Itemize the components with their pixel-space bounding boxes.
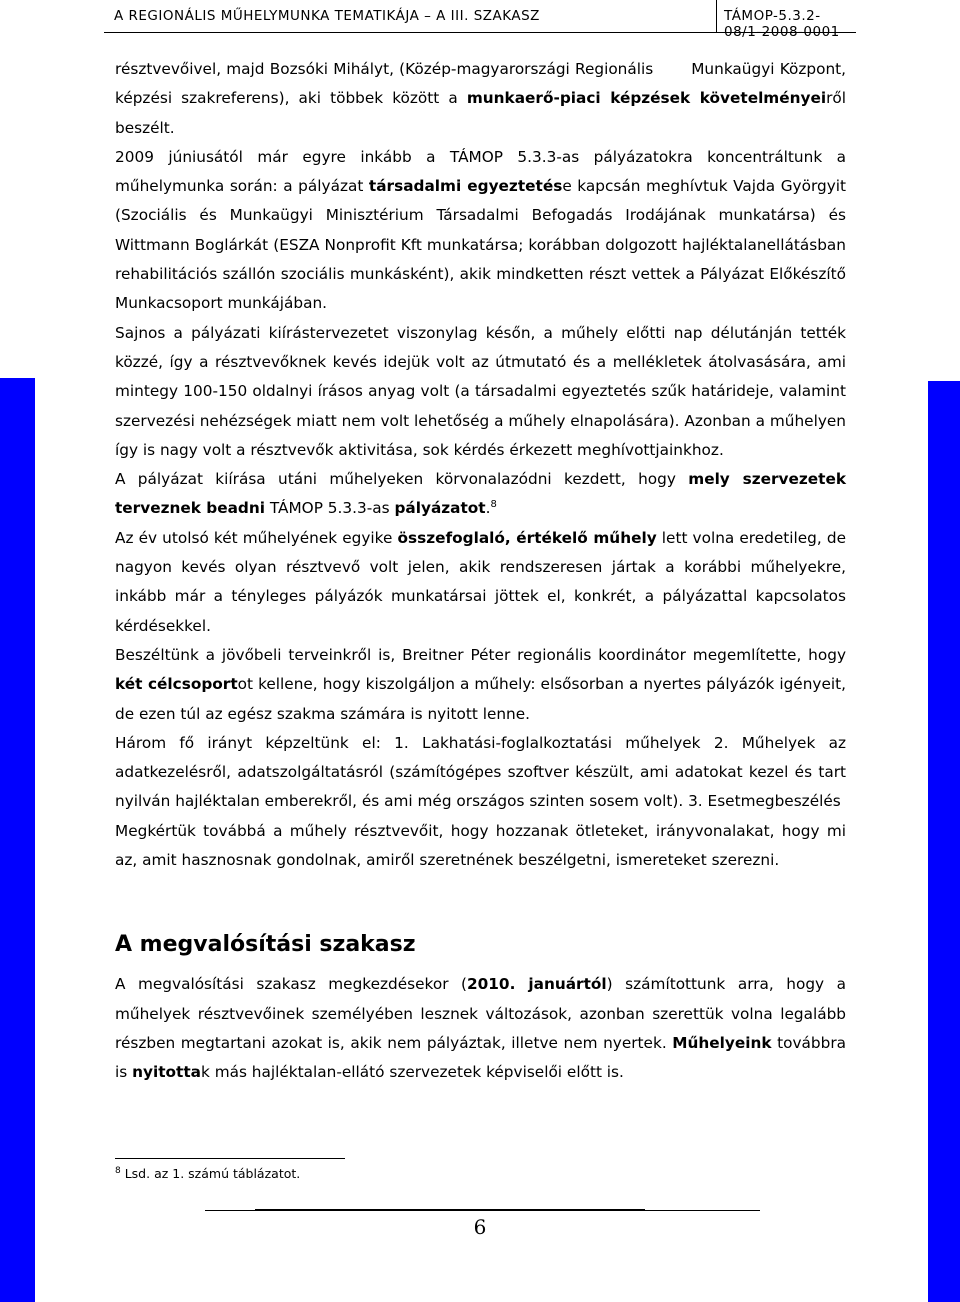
left-blue-bar xyxy=(0,378,35,1302)
right-blue-bar xyxy=(928,381,960,1302)
paragraph-1: résztvevőivel, majd Bozsóki Mihályt, (Közép-magyarországi Regionális Munkaügyi Központ, képzési szakreferens), aki többek között a munkaerő-piaci képzések követelményeiről beszélt. xyxy=(115,60,847,137)
footer-divider-thick xyxy=(255,1209,645,1211)
emphasis: nyitotta xyxy=(132,1063,201,1082)
footnote-text: Lsd. az 1. számú táblázatot. xyxy=(120,1166,301,1182)
emphasis: munkaerő-piaci képzések követelményei xyxy=(466,89,827,108)
emphasis: társadalmi egyeztetés xyxy=(368,177,563,196)
emphasis: pályázatot xyxy=(394,499,486,518)
page-number: 6 xyxy=(473,1215,487,1239)
emphasis: 2010. januártól xyxy=(467,975,607,994)
footnote xyxy=(115,1166,300,1181)
footnote-divider xyxy=(115,1158,345,1159)
emphasis: mely szervezetek terveznek beadni xyxy=(115,470,846,518)
paragraph-8: Megkértük továbbá a műhely résztvevőit, hogy hozzanak ötleteket, irányvonalakat, hogy mi az, amit hasznosnak gondolnak, amiről szeretnének beszélgetni, ismereteket szerezni. xyxy=(115,821,846,870)
section-heading: A megvalósítási szakasz xyxy=(115,932,416,958)
emphasis: összefoglaló, értékelő műhely xyxy=(397,528,657,547)
footnote-reference[interactable]: 8 xyxy=(490,499,497,511)
paragraph-5: Az év utolsó két műhelyének egyike összefoglaló, értékelő műhely lett volna eredetileg, de nagyon kevés olyan résztvevő volt jelen, akik rendszeresen jártak a korábbi műhelyekre, inkább már a tényleges pályázók munkatársai jöttek el, konkrét, a pályázattal kapcsolatos kérdésekkel. xyxy=(115,528,846,635)
paragraph-4: A pályázat kiírása utáni műhelyeken körvonalazódni kezdett, hogy mely szervezetek terveznek beadni TÁMOP 5.3.3-as pályázatot.$^8$ xyxy=(115,470,846,518)
header-divider xyxy=(716,0,717,32)
emphasis: két célcsoport xyxy=(115,675,238,694)
document-body xyxy=(115,55,846,1088)
header-title: A REGIONÁLIS MŰHELYMUNKA TEMATIKÁJA – A III. SZAKASZ xyxy=(114,8,540,24)
footnote-number: 8 xyxy=(115,1166,121,1176)
footer-divider xyxy=(205,1210,760,1211)
page-header xyxy=(104,0,856,40)
paragraph-2: 2009 júniusától már egyre inkább a TÁMOP 5.3.3-as pályázatokra koncentráltunk a műhelymunka során: a pályázat társadalmi egyeztetése kapcsán meghívtuk Vajda Györgyit (Szociális és Munkaügyi Minisztérium Társadalmi Befogadás Irodájának munkatársa) és Wittmann Boglárkát (ESZA Nonprofit Kft munkatársa; korábban dolgozott hajléktalanellátásban rehabilitációs szállón szociális munkásként), akik mindketten részt vettek a Pályázat Előkészítő Munkacsoport munkájában. xyxy=(115,147,846,313)
paragraph-7: Három fő irányt képzeltünk el: 1. Lakhatási-foglalkoztatási műhelyek 2. Műhelyek az adatkezelésről, adatszolgáltatásról (számítógépes szoftver készült, ami adatokat kezel és tart nyilván hajléktalan emberekről, és ami még országos szinten sosem volt). 3. Esetmegbeszélés xyxy=(115,733,846,811)
paragraph-3: Sajnos a pályázati kiírástervezetet viszonylag későn, a műhely előtti nap délutánján tették közzé, így a résztvevőknek kevés idejük volt az útmutató és a mellékletek átolvasására, ami mintegy 100-150 oldalnyi írásos anyag volt (a társadalmi egyeztetés szűk határideje, valamint szervezési nehézségek miatt nem volt lehetőség a műhely elnapolására). Azonban a műhelyen így is nagy volt a résztvevők aktivitása, sok kérdés érkezett meghívottjainkhoz. xyxy=(115,323,846,459)
section-paragraph-1: A megvalósítási szakasz megkezdésekor (2010. januártól) számítottunk arra, hogy a műhelyek résztvevőinek személyében lesznek változások, azonban szerettük volna legalább részben megtartani azokat is, akik nem pályáztak, illetve nem nyertek. Műhelyeink továbbra is nyitottak más hajléktalan-ellátó szervezetek képviselői előtt is. xyxy=(115,975,846,1082)
header-project-code: TÁMOP-5.3.2-08/1-2008-0001 xyxy=(724,8,840,40)
emphasis: Műhelyeink xyxy=(672,1033,772,1052)
paragraph-6: Beszéltünk a jövőbeli terveinkről is, Breitner Péter regionális koordinátor megemlítette, hogy két célcsoportot kellene, hogy kiszolgáljon a műhely: elsősorban a nyertes pályázók igényeit, de ezen túl az egész szakma számára is nyitott lenne. xyxy=(115,645,846,723)
